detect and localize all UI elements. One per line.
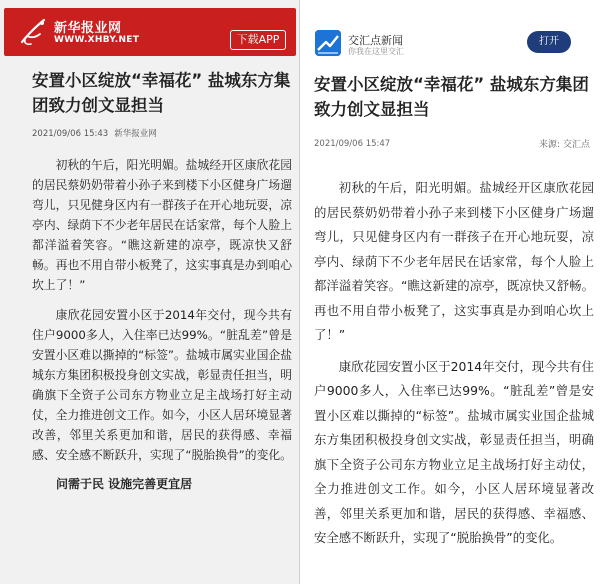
article-source: 新华报业网 bbox=[114, 129, 157, 139]
jiaohuidian-article-panel bbox=[301, 0, 600, 584]
jiaohuidian-logo-icon bbox=[315, 30, 341, 56]
xhby-brand-name: 新华报业网 bbox=[54, 21, 122, 36]
xhby-url: WWW.XHBY.NET bbox=[54, 35, 140, 45]
article-paragraph: 初秋的午后，阳光明媚。盐城经开区康欣花园的居民蔡奶奶带着小孙子来到楼下小区健身广场遛弯儿，只见健身区内有一群孩子在开心地玩耍，凉亭内、绿荫下不少老年居民在话家常，每个人脸上都洋溢着笑容。“瞧这新建的凉亭，既凉快又舒畅。再也不用自带小板凳了，这实事真是办到咱心坎上了！” bbox=[314, 180, 594, 342]
article-body bbox=[32, 155, 292, 492]
article-source-name: 交汇点 bbox=[562, 140, 590, 150]
article-paragraph: 康欣花园安置小区于2014年交付，现今共有住户9000多人，入住率已达99%。“脏乱差”曾是安置小区难以撕掉的“标签”。盐城市属实业国企盐城东方集团积极投身创文实战，彰显责任担当，明确旗下全资子公司东方物业立足主战场打好主动仗，全力推进创文工作。如今，小区人居环境显著改善，邻里关系更加和谐，居民的获得感、幸福感、安全感不断跃升，实现了“脱胎换骨”的变化。 bbox=[32, 308, 292, 462]
article-paragraph: 初秋的午后，阳光明媚。盐城经开区康欣花园的居民蔡奶奶带着小孙子来到楼下小区健身广场遛弯儿，只见健身区内有一群孩子在开心地玩耍，凉亭内、绿荫下不少老年居民在话家常，每个人脸上都洋溢着笑容。“瞧这新建的凉亭，既凉快又舒畅。再也不用自带小板凳了，这实事真是办到咱心坎上了！” bbox=[32, 158, 292, 292]
xhby-app-banner bbox=[4, 8, 296, 56]
jiaohuidian-slogan: 你我在这里交汇 bbox=[348, 47, 404, 56]
article-title: 安置小区绽放“幸福花” 盐城东方集团致力创文显担当 bbox=[314, 75, 589, 119]
article-body bbox=[314, 176, 594, 558]
article-title: 安置小区绽放“幸福花” 盐城东方集团致力创文显担当 bbox=[32, 71, 291, 115]
article-date: 2021/09/06 15:43 bbox=[32, 129, 109, 139]
article-paragraph: 康欣花园安置小区于2014年交付，现今共有住户9000多人，入住率已达99%。“脏乱差”曾是安置小区难以撕掉的“标签”。盐城市属实业国企盐城东方集团积极投身创文实战，彰显责任担当，明确旗下全资子公司东方物业立足主战场打好主动仗，全力推进创文工作。如今，小区人居环境显著改善，邻里关系更加和谐，居民的获得感、幸福感、安全感不断跃升，实现了“脱胎换骨”的变化。 bbox=[314, 358, 594, 545]
article-date: 2021/09/06 15:47 bbox=[314, 139, 391, 149]
open-app-button[interactable]: 打开 bbox=[527, 31, 571, 53]
article-meta bbox=[32, 127, 157, 139]
article-source-label: 来源: bbox=[538, 140, 560, 150]
article-source bbox=[539, 137, 590, 150]
article-subheading: 问需于民 设施完善更宜居 bbox=[56, 477, 193, 491]
download-app-button[interactable]: 下载APP bbox=[230, 30, 286, 50]
jiaohuidian-brand-name: 交汇点新闻 bbox=[348, 34, 403, 47]
xhby-logo-icon bbox=[18, 16, 48, 48]
